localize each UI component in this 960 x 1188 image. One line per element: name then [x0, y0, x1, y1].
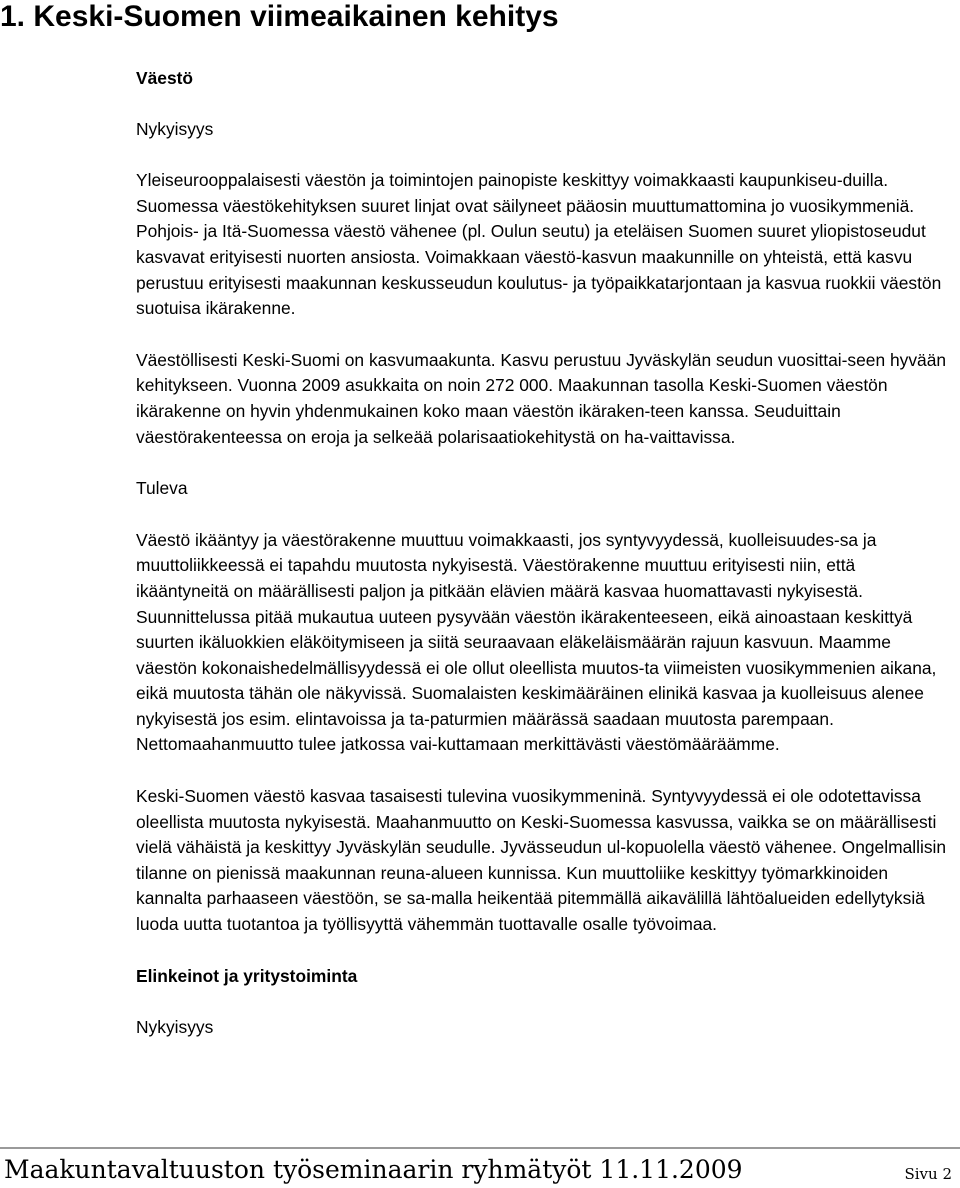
- page-title: 1. Keski-Suomen viimeaikainen kehitys: [0, 0, 559, 33]
- subheading-tuleva: Tuleva: [136, 478, 188, 499]
- footer-title: Maakuntavaltuuston työseminaarin ryhmätyöt 11.11.2009: [4, 1155, 743, 1184]
- footer-divider: [0, 1147, 960, 1149]
- section-heading-vaesto: Väestö: [136, 68, 194, 88]
- paragraph-3: Väestö ikääntyy ja väestörakenne muuttuu voimakkaasti, jos syntyvyydessä, kuolleisuudes-sa ja muuttoliikkeessä ei tapahdu muutosta nykyisestä. Väestörakenne muuttuu erityisesti niin, että ikääntyneitä on määrällisesti paljon ja pitkään elävien määrä kasvaa huomattavasti nykyisestä. Suunnittelussa pitää mukautua uuteen pysyvään väestön ikärakenteeseen, eikä ainoastaan keskittyä suurten ikäluokkien eläköitymiseen ja siitä seuraavaan eläkeläismäärän rajuun kasvuun. Maamme väestön kokonaishedelmällisyydessä ei ole ollut oleellista muutos-ta viimeisten vuosikymmenien aikana, eikä muutosta tähän ole näkyvissä. Suomalaisten keskimääräinen elinikä kasvaa ja kuolleisuus alenee nykyisestä jos esim. elintavoissa ja ta-paturmien määrässä saadaan muutosta parempaan. Nettomaahanmuutto tulee jatkossa vai-kuttamaan merkittävästi väestömääräämme.: [136, 529, 937, 755]
- section-heading-elinkeinot: Elinkeinot ja yritystoiminta: [136, 965, 358, 986]
- paragraph-4: Keski-Suomen väestö kasvaa tasaisesti tulevina vuosikymmeninä. Syntyvyydessä ei ole odotettavissa oleellista muutosta nykyisestä. Maahanmuutto on Keski-Suomessa kasvussa, vaikka se on määrällisesti vielä vähäistä ja keskittyy Jyväskylän seudulle. Jyvässeudun ul-kopuolella väestö vähenee. Ongelmallisin tilanne on pienissä maakunnan reuna-alueen kunnissa. Kun muuttoliike keskittyy työmarkkinoiden kannalta parhaaseen väestöön, se sa-malla heikentää pitemmällä aikavälillä lähtöalueiden edellytyksiä luoda uutta tuotantoa ja työllisyyttä vähemmän tuottavalle osalle työvoimaa.: [136, 786, 947, 935]
- page-number: Sivu 2: [904, 1165, 952, 1183]
- paragraph-1: Yleiseurooppalaisesti väestön ja toimintojen painopiste keskittyy voimakkaasti kaupunkiseu-duilla. Suomessa väestökehityksen suuret linjat ovat säilyneet pääosin muuttumattomina jo vuosikymmeniä. Pohjois- ja Itä-Suomessa väestö vähenee (pl. Oulun seutu) ja eteläisen Suomen suuret yliopistoseudut kasvavat erityisesti nuorten ansiosta. Voimakkaan väestö-kasvun maakunnille on yhteistä, että kasvu perustuu erityisesti maakunnan keskusseudun koulutus- ja työpaikkatarjontaan ja kasvua ruokkii väestön suotuisa ikärakenne.: [136, 170, 942, 319]
- subheading-nykyisyys: Nykyisyys: [136, 118, 214, 139]
- subheading-nykyisyys-2: Nykyisyys: [136, 1017, 214, 1038]
- paragraph-2: Väestöllisesti Keski-Suomi on kasvumaakunta. Kasvu perustuu Jyväskylän seudun vuosittai-seen hyvään kehitykseen. Vuonna 2009 asukkaita on noin 272 000. Maakunnan tasolla Keski-Suomen väestön ikärakenne on hyvin yhdenmukainen koko maan väestön ikäraken-teen kanssa. Seuduittain väestörakenteessa on eroja ja selkeää polarisaatiokehitystä on ha-vaittavissa.: [136, 349, 947, 447]
- document-body: [136, 66, 948, 1041]
